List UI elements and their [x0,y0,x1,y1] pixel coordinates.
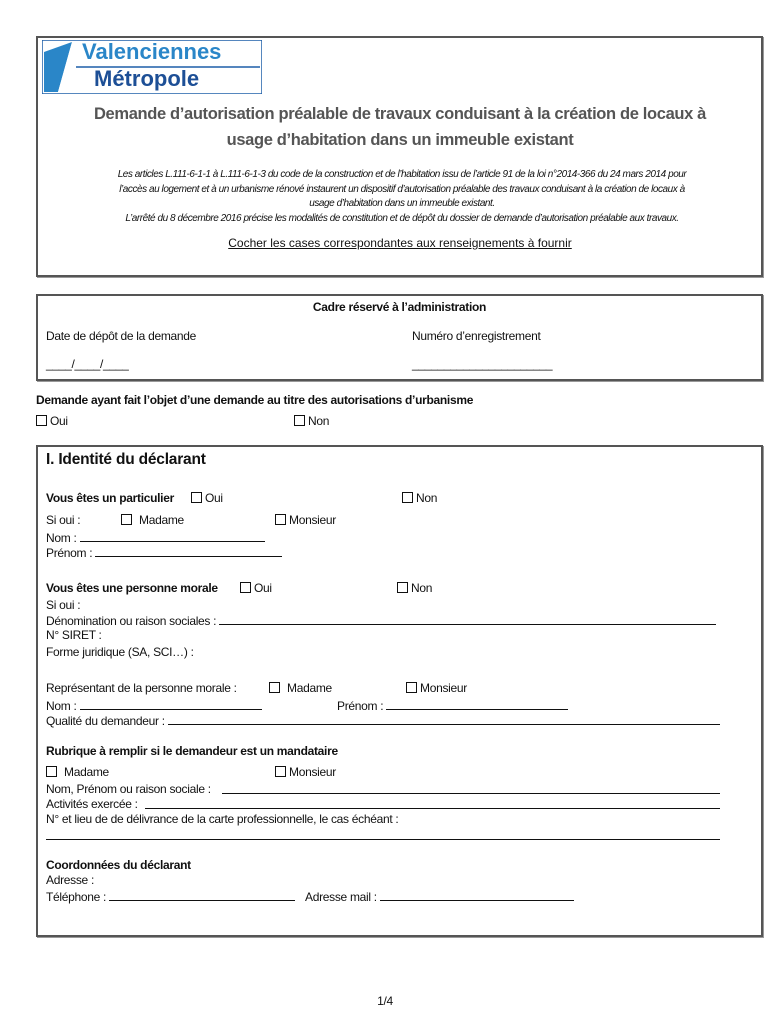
representant-monsieur-label: Monsieur [420,681,467,695]
coordonnees-adresse-label: Adresse : [46,873,94,887]
prior-non-checkbox[interactable] [294,415,305,426]
particulier-monsieur-option[interactable] [275,513,336,527]
mandataire-carte-field[interactable] [46,828,720,840]
instruction-text: Cocher les cases correspondantes aux renseignements à fournir [228,236,572,250]
representant-label: Représentant de la personne morale : [46,681,237,695]
identity-section-title: I. Identité du déclarant [46,451,206,468]
particulier-si-oui: Si oui : [46,513,81,527]
mandataire-nom-field[interactable] [222,782,720,794]
page-title-line2: usage d’habitation dans un immeuble existant [226,131,574,149]
particulier-nom-row [46,530,265,545]
morale-non-label: Non [411,581,433,595]
mandataire-activites-field[interactable] [145,797,720,809]
particulier-oui-label: Oui [205,491,223,505]
representant-prenom-row [337,698,568,713]
morale-si-oui: Si oui : [46,598,81,612]
representant-monsieur-checkbox[interactable] [406,682,417,693]
intro-line1: Les articles L.111-6-1-1 à L.111-6-1-3 du code de la construction et de l’habitation issu de l’article 91 de la loi n°2014-366 du 24 mars 2014 pour [117,169,687,180]
morale-oui-option[interactable] [240,581,272,595]
mandataire-monsieur-label: Monsieur [289,765,336,779]
particulier-non-checkbox[interactable] [402,492,413,503]
representant-nom-row [46,698,262,713]
mandataire-title: Rubrique à remplir si le demandeur est un mandataire [46,744,338,758]
page-number: 1/4 [377,994,393,1008]
particulier-monsieur-checkbox[interactable] [275,514,286,525]
morale-denomination-field[interactable] [219,613,716,625]
coordonnees-mail-field[interactable] [380,889,574,901]
mandataire-madame-option[interactable] [46,765,109,779]
particulier-prenom-label: Prénom : [46,546,93,560]
particulier-oui-checkbox[interactable] [191,492,202,503]
admin-date-label: Date de dépôt de la demande [46,329,197,343]
intro-line4: L’arrêté du 8 décembre 2016 précise les modalités de constitution et de dépôt du dossier de demande d’autorisation préalable aux travaux. [125,212,679,224]
intro-line2: l’accès au logement et à un urbanisme rénové instaurent un dispositif d’autorisation préalable des travaux conduisant à la création de locaux à [119,183,685,195]
coordonnees-telephone-label: Téléphone : [46,890,107,904]
particulier-monsieur-label: Monsieur [289,513,336,527]
prior-non-label: Non [308,414,330,428]
intro-line3: usage d’habitation dans un immeuble existant. [309,198,495,209]
particulier-prenom-field[interactable] [95,545,282,557]
morale-denomination-label: Dénomination ou raison sociales : [46,614,217,628]
morale-forme-label: Forme juridique (SA, SCI…) : [46,645,194,659]
morale-oui-label: Oui [254,581,272,595]
logo-line2: Métropole [94,66,200,91]
morale-denomination-row [46,613,716,628]
logo [42,40,262,94]
particulier-prenom-row [46,545,282,560]
morale-non-option[interactable] [397,581,432,595]
logo-line1: Valenciennes [82,39,222,64]
coordonnees-title: Coordonnées du déclarant [46,858,191,872]
particulier-nom-label: Nom : [46,531,77,545]
particulier-madame-checkbox[interactable] [121,514,132,525]
mandataire-nom-label: Nom, Prénom ou raison sociale : [46,782,211,796]
particulier-label: Vous êtes un particulier [46,491,174,505]
mandataire-monsieur-checkbox[interactable] [275,766,286,777]
representant-nom-field[interactable] [80,698,262,710]
prior-oui-option[interactable] [36,414,68,428]
intro-text [40,168,764,226]
mandataire-monsieur-option[interactable] [275,765,336,779]
morale-siret-label: N° SIRET : [46,628,102,642]
mandataire-carte-label: N° et lieu de de délivrance de la carte professionnelle, le cas échéant : [46,812,399,826]
admin-date-field[interactable]: ____/____/____ [46,357,129,371]
representant-madame-label: Madame [287,681,332,695]
mandataire-activites-label: Activités exercée : [46,797,138,811]
morale-non-checkbox[interactable] [397,582,408,593]
admin-title: Cadre réservé à l’administration [312,300,487,314]
representant-prenom-label: Prénom : [337,699,384,713]
coordonnees-mail-row [305,889,574,904]
mandataire-madame-label: Madame [64,765,109,779]
particulier-nom-field[interactable] [80,530,265,542]
admin-number-field[interactable]: ______________________ [412,357,553,371]
qualite-label: Qualité du demandeur : [46,714,165,728]
coordonnees-telephone-field[interactable] [109,889,295,901]
representant-prenom-field[interactable] [386,698,568,710]
particulier-madame-label: Madame [139,513,184,527]
representant-madame-option[interactable] [269,681,332,695]
representant-monsieur-option[interactable] [406,681,467,695]
prior-oui-checkbox[interactable] [36,415,47,426]
page-title-line1: Demande d’autorisation préalable de travaux conduisant à la création de locaux à [93,105,707,123]
qualite-row [46,713,720,728]
morale-oui-checkbox[interactable] [240,582,251,593]
coordonnees-mail-label: Adresse mail : [305,890,377,904]
representant-nom-label: Nom : [46,699,77,713]
morale-label: Vous êtes une personne morale [46,581,218,595]
particulier-non-label: Non [416,491,438,505]
coordonnees-telephone-row [46,889,295,904]
mandataire-madame-checkbox[interactable] [46,766,57,777]
qualite-field[interactable] [168,713,720,725]
particulier-non-option[interactable] [402,491,437,505]
representant-madame-checkbox[interactable] [269,682,280,693]
prior-non-option[interactable] [294,414,329,428]
prior-question: Demande ayant fait l’objet d’une demande au titre des autorisations d’urbanisme [36,393,474,407]
particulier-oui-option[interactable] [191,491,223,505]
admin-number-label: Numéro d’enregistrement [412,329,541,343]
particulier-madame-option[interactable] [121,513,184,527]
prior-oui-label: Oui [50,414,68,428]
